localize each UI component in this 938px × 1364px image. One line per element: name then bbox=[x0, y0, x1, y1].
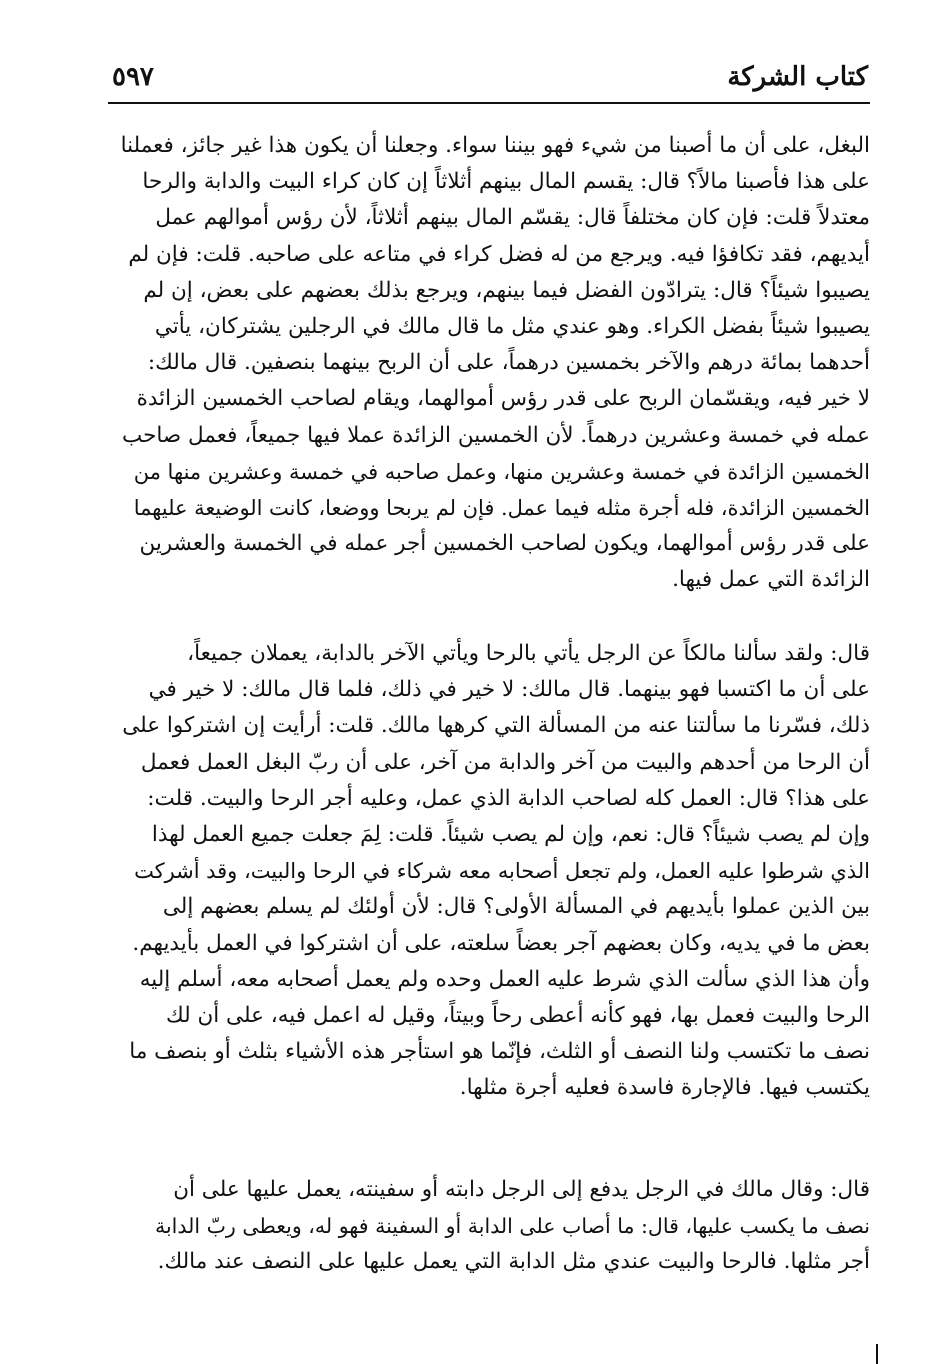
text-line: بين الذين عملوا بأيديهم في المسألة الأولى؟ قال: لأن أولئك لم يسلم بعضهم إلى bbox=[162, 894, 870, 920]
text-line: معتدلاً قلت: فإن كان مختلفاً قال: يقسّم المال بينهم أثلاثاً، لأن رؤس أموالهم عمل bbox=[155, 205, 870, 231]
text-line: يصيبوا شيئاً؟ قال: يترادّون الفضل فيما بينهم، ويرجع بذلك بعضهم على بعض، إن لم bbox=[143, 277, 870, 303]
text-line: عمله في خمسة وعشرين درهماً. لأن الخمسين الزائدة عملا فيها جميعاً، فعمل صاحب bbox=[121, 422, 870, 448]
text-line: نصف ما تكتسب ولنا النصف أو الثلث، فإنّما هو استأجر هذه الأشياء بثلث أو بنصف ما bbox=[129, 1039, 870, 1065]
paragraph-3 bbox=[140, 1172, 870, 1281]
text-line: يصيبوا شيئاً بفضل الكراء. وهو عندي مثل ما قال مالك في الرجلين يشتركان، يأتي bbox=[154, 314, 870, 340]
chapter-title: كتاب الشركة bbox=[727, 62, 868, 92]
text-line: أجر مثلها. فالرحا والبيت عندي مثل الدابة التي يعمل عليها على النصف عند مالك. bbox=[157, 1249, 870, 1275]
paragraph-2 bbox=[118, 636, 870, 1107]
text-line: الخمسين الزائدة، فله أجرة مثله فيما عمل. فإن لم يربحا ووضعا، كانت الوضيعة عليهما bbox=[133, 496, 870, 521]
text-line: البغل، على أن ما أصبنا من شيء فهو بيننا سواء. وجعلنا أن يكون هذا غير جائز، فعملنا bbox=[120, 133, 870, 158]
page-number: ٥٩٧ bbox=[112, 62, 154, 92]
text-line: على هذا فأصبنا مالاً؟ قال: يقسم المال بينهم أثلاثاً إن كان كراء البيت والدابة والرحا bbox=[142, 169, 870, 195]
text-line: بعض ما في يديه، وكان بعضهم آجر بعضاً سلعته، على أن اشتركوا في العمل بأيديهم. bbox=[132, 930, 870, 956]
text-line: ذلك، فسّرنا ما سألتنا عنه من المسألة التي كرهها مالك. قلت: أرأيت إن اشتركوا على bbox=[122, 713, 870, 739]
text-line: الرحا والبيت فعمل بها، فهو كأنه أعطى رحاً وبيتاً، وقيل له اعمل فيه، على أن لك bbox=[165, 1003, 870, 1029]
text-line: الخمسين الزائدة في خمسة وعشرين منها، وعمل صاحبه في خمسة وعشرين منها من bbox=[133, 459, 870, 484]
text-line: قال: وقال مالك في الرجل يدفع إلى الرجل دابته أو سفينته، يعمل عليها على أن bbox=[173, 1177, 870, 1202]
text-line: على أن ما اكتسبا فهو بينهما. قال مالك: لا خير في ذلك، فلما قال مالك: لا خير في bbox=[148, 677, 870, 703]
text-line: وإن لم يصب شيئاً؟ قال: نعم، وإن لم يصب شيئاً. قلت: لِمَ جعلت جميع العمل لهذا bbox=[151, 822, 870, 848]
text-line: الذي شرطوا عليه العمل، ولم تجعل أصحابه معه شركاء في الرحا والبيت، وقد أشركت bbox=[134, 859, 870, 884]
text-line: نصف ما يكسب عليها، قال: ما أصاب على الدابة أو السفينة فهو له، ويعطى ربّ الدابة bbox=[154, 1214, 870, 1239]
text-line: أيديهم، فقد تكافؤا فيه. ويرجع من له فضل كراء في متاعه على صاحبه. قلت: فإن لم bbox=[128, 241, 870, 267]
running-header bbox=[108, 58, 868, 104]
header-rule bbox=[108, 102, 870, 104]
margin-mark bbox=[876, 1344, 878, 1364]
text-line: أحدهما بمائة درهم والآخر بخمسين درهماً، على أن الربح بينهما بنصفين. قال مالك: bbox=[147, 350, 870, 376]
text-line: الزائدة التي عمل فيها. bbox=[672, 567, 870, 593]
text-line: على هذا؟ قال: العمل كله لصاحب الدابة الذي عمل، وعليه أجر الرحا والبيت. قلت: bbox=[147, 785, 870, 811]
text-line: قال: ولقد سألنا مالكاً عن الرجل يأتي بالرحا ويأتي الآخر بالدابة، يعملان جميعاً، bbox=[187, 641, 870, 666]
paragraph-1 bbox=[118, 128, 870, 599]
text-line: وأن هذا الذي سألت الذي شرط عليه العمل وحده ولم يعمل أصحابه معه، أسلم إليه bbox=[139, 966, 870, 992]
text-line: على قدر رؤس أموالهما، ويكون لصاحب الخمسين أجر عمله في الخمسة والعشرين bbox=[139, 531, 870, 557]
text-line: أن الرحا من أحدهم والبيت من آخر والدابة من آخر، على أن ربّ البغل العمل فعمل bbox=[140, 749, 870, 775]
text-line: يكتسب فيها. فالإجارة فاسدة فعليه أجرة مثلها. bbox=[459, 1075, 870, 1101]
text-line: لا خير فيه، ويقسّمان الربح على قدر رؤس أموالهما، ويقام لصاحب الخمسين الزائدة bbox=[136, 386, 870, 412]
